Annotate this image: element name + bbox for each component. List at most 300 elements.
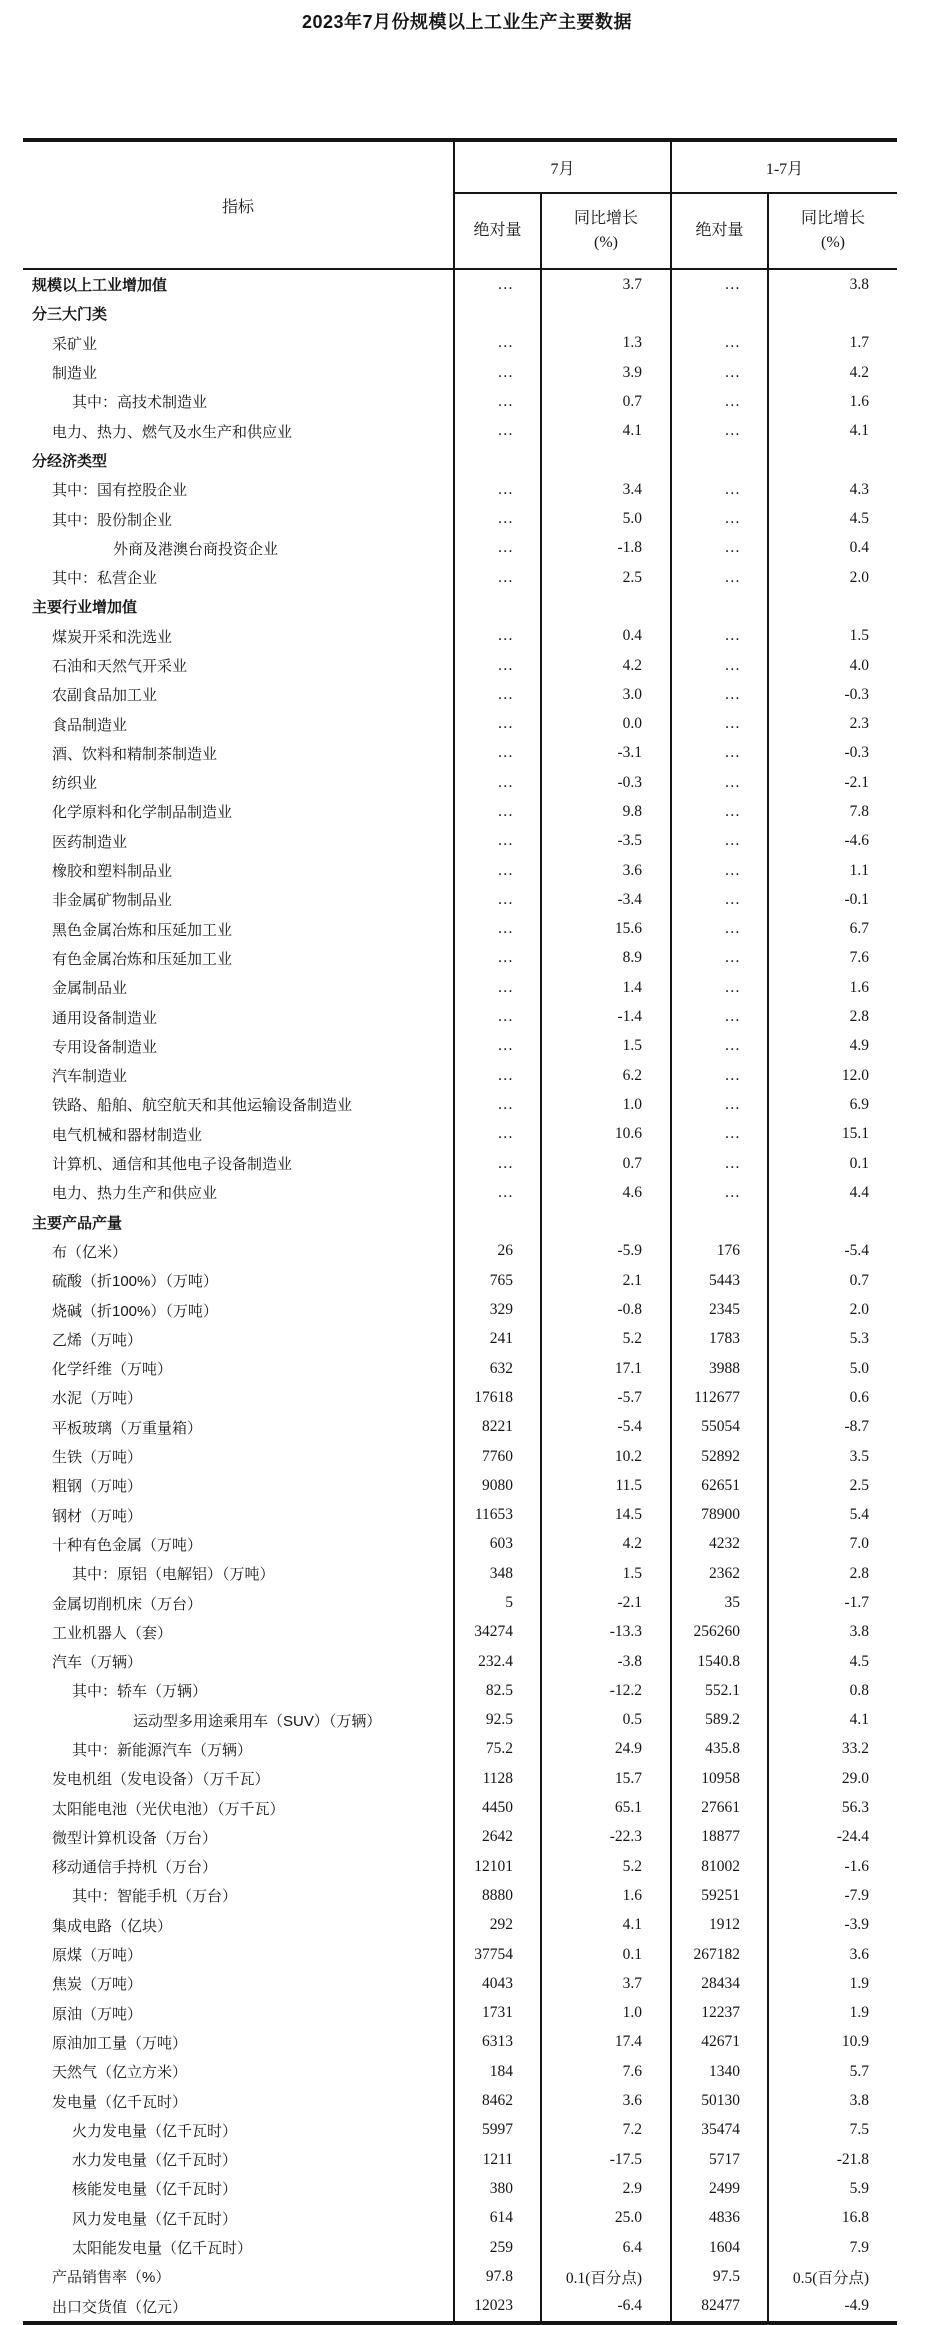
july-yoy-cell: 7.2 xyxy=(541,2116,671,2145)
janjul-yoy-cell: 3.8 xyxy=(768,1618,897,1647)
janjul-yoy-cell: 5.0 xyxy=(768,1354,897,1383)
indicator-label: 其中：智能手机（万台） xyxy=(72,1888,238,1906)
july-yoy-cell: 0.1 xyxy=(541,1940,671,1969)
july-yoy-cell: 0.7 xyxy=(541,1149,671,1178)
table-row xyxy=(23,2145,897,2174)
janjul-absolute-cell: 18877 xyxy=(671,1823,768,1852)
july-yoy-cell: -3.4 xyxy=(541,885,671,914)
july-yoy-cell: 1.4 xyxy=(541,973,671,1002)
indicator-label: 产品销售率（%） xyxy=(52,2269,171,2287)
janjul-yoy-cell: -5.4 xyxy=(768,1237,897,1266)
indicator-label: 规模以上工业增加值 xyxy=(32,277,168,295)
july-yoy-cell: 10.6 xyxy=(541,1120,671,1149)
industrial-production-table xyxy=(23,138,897,2325)
janjul-absolute-cell: … xyxy=(671,269,768,299)
july-absolute-cell xyxy=(454,1208,541,1237)
table-row xyxy=(23,1676,897,1705)
indicator-label: 其中：新能源汽车（万辆） xyxy=(72,1741,253,1759)
table-row xyxy=(23,358,897,387)
july-absolute-cell: … xyxy=(454,885,541,914)
july-absolute-cell: … xyxy=(454,797,541,826)
janjul-yoy-cell: 1.6 xyxy=(768,387,897,416)
table-row xyxy=(23,1471,897,1500)
indicator-label: 其中：原铝（电解铝）（万吨） xyxy=(72,1566,275,1584)
indicator-label: 外商及港澳台商投资企业 xyxy=(113,540,279,558)
janjul-yoy-cell: -1.7 xyxy=(768,1588,897,1617)
janjul-absolute-cell: 52892 xyxy=(671,1442,768,1471)
janjul-yoy-cell: 1.9 xyxy=(768,1969,897,1998)
table-row xyxy=(23,1002,897,1031)
indicator-label: 其中：股份制企业 xyxy=(52,511,173,529)
janjul-yoy-cell: 5.7 xyxy=(768,2057,897,2086)
janjul-yoy-cell: 12.0 xyxy=(768,1061,897,1090)
table-row xyxy=(23,2028,897,2057)
july-absolute-cell: … xyxy=(454,1120,541,1149)
table-row xyxy=(23,2204,897,2233)
header-yoy-line2: (%) xyxy=(594,234,618,251)
july-absolute-cell: … xyxy=(454,1032,541,1061)
table-row xyxy=(23,446,897,475)
july-absolute-cell: 348 xyxy=(454,1559,541,1588)
indicator-label: 原油加工量（万吨） xyxy=(52,2034,188,2052)
janjul-yoy-cell: 6.7 xyxy=(768,915,897,944)
header-yoy-line1: 同比增长 xyxy=(574,210,639,227)
july-yoy-cell: 4.6 xyxy=(541,1178,671,1207)
janjul-absolute-cell: … xyxy=(671,1090,768,1119)
table-row xyxy=(23,504,897,533)
july-yoy-cell: 6.4 xyxy=(541,2233,671,2262)
july-yoy-cell: 3.4 xyxy=(541,475,671,504)
indicator-label: 布（亿米） xyxy=(52,1243,128,1261)
indicator-label: 发电量（亿千瓦时） xyxy=(52,2093,188,2111)
table-row xyxy=(23,622,897,651)
indicator-label: 主要行业增加值 xyxy=(32,599,138,617)
july-yoy-cell: -5.7 xyxy=(541,1383,671,1412)
janjul-absolute-cell: … xyxy=(671,1032,768,1061)
janjul-yoy-cell: 2.8 xyxy=(768,1002,897,1031)
janjul-absolute-cell: … xyxy=(671,504,768,533)
indicator-label: 电力、热力、燃气及水生产和供应业 xyxy=(52,423,293,441)
table-row xyxy=(23,269,897,299)
table-row xyxy=(23,1090,897,1119)
janjul-yoy-cell: 1.9 xyxy=(768,1999,897,2028)
july-yoy-cell: 9.8 xyxy=(541,797,671,826)
july-absolute-cell: 259 xyxy=(454,2233,541,2262)
janjul-absolute-cell: … xyxy=(671,622,768,651)
indicator-label: 其中：轿车（万辆） xyxy=(72,1683,208,1701)
indicator-label: 汽车（万辆） xyxy=(52,1654,143,1672)
table-row xyxy=(23,2291,897,2322)
july-yoy-cell: 5.2 xyxy=(541,1852,671,1881)
indicator-label: 计算机、通信和其他电子设备制造业 xyxy=(52,1156,293,1174)
july-absolute-cell: 8880 xyxy=(454,1881,541,1910)
july-yoy-cell xyxy=(541,592,671,621)
janjul-absolute-cell: … xyxy=(671,1120,768,1149)
janjul-yoy-cell: 3.6 xyxy=(768,1940,897,1969)
july-absolute-cell: … xyxy=(454,563,541,592)
july-yoy-cell: 0.5 xyxy=(541,1706,671,1735)
july-yoy-cell: -17.5 xyxy=(541,2145,671,2174)
july-absolute-cell: 4043 xyxy=(454,1969,541,1998)
indicator-label: 采矿业 xyxy=(52,335,98,353)
janjul-absolute-cell: … xyxy=(671,534,768,563)
janjul-absolute-cell: 4232 xyxy=(671,1530,768,1559)
july-absolute-cell: … xyxy=(454,680,541,709)
janjul-yoy-cell: 29.0 xyxy=(768,1764,897,1793)
janjul-yoy-cell: 0.4 xyxy=(768,534,897,563)
indicator-label: 其中：高技术制造业 xyxy=(72,394,208,412)
july-yoy-cell: 3.7 xyxy=(541,269,671,299)
janjul-yoy-cell: -24.4 xyxy=(768,1823,897,1852)
table-row xyxy=(23,2086,897,2115)
indicator-label: 专用设备制造业 xyxy=(52,1038,158,1056)
header-july: 7月 xyxy=(454,140,671,193)
table-row xyxy=(23,1032,897,1061)
janjul-absolute-cell: … xyxy=(671,827,768,856)
indicator-label: 微型计算机设备（万台） xyxy=(52,1829,218,1847)
july-yoy-cell: 2.1 xyxy=(541,1266,671,1295)
janjul-absolute-cell: 176 xyxy=(671,1237,768,1266)
july-absolute-cell: 292 xyxy=(454,1911,541,1940)
july-yoy-cell: 2.5 xyxy=(541,563,671,592)
indicator-label: 发电机组（发电设备）（万千瓦） xyxy=(52,1771,270,1789)
indicator-label: 电气机械和器材制造业 xyxy=(52,1126,203,1144)
july-yoy-cell: 15.7 xyxy=(541,1764,671,1793)
table-row xyxy=(23,768,897,797)
janjul-yoy-cell: 7.0 xyxy=(768,1530,897,1559)
janjul-yoy-cell: 4.1 xyxy=(768,1706,897,1735)
table-row xyxy=(23,651,897,680)
table-row xyxy=(23,1237,897,1266)
july-yoy-cell: 4.1 xyxy=(541,1911,671,1940)
july-absolute-cell: … xyxy=(454,622,541,651)
indicator-label: 纺织业 xyxy=(52,775,98,793)
table-row xyxy=(23,1793,897,1822)
janjul-absolute-cell: 256260 xyxy=(671,1618,768,1647)
july-yoy-cell: -3.8 xyxy=(541,1647,671,1676)
indicator-label: 电力、热力生产和供应业 xyxy=(52,1185,218,1203)
indicator-label: 烧碱（折100%）（万吨） xyxy=(52,1302,218,1320)
table-row xyxy=(23,2057,897,2086)
july-absolute-cell: … xyxy=(454,739,541,768)
july-absolute-cell: … xyxy=(454,1090,541,1119)
july-yoy-cell: 3.0 xyxy=(541,680,671,709)
janjul-yoy-cell: 4.9 xyxy=(768,1032,897,1061)
indicator-label: 硫酸（折100%）（万吨） xyxy=(52,1273,218,1291)
july-yoy-cell: 1.5 xyxy=(541,1559,671,1588)
july-absolute-cell: … xyxy=(454,269,541,299)
indicator-label: 金属切削机床（万台） xyxy=(52,1595,203,1613)
july-yoy-cell: 65.1 xyxy=(541,1793,671,1822)
july-absolute-cell: 329 xyxy=(454,1295,541,1324)
july-absolute-cell: 17618 xyxy=(454,1383,541,1412)
july-yoy-cell: 3.7 xyxy=(541,1969,671,1998)
july-absolute-cell: 92.5 xyxy=(454,1706,541,1735)
july-yoy-cell: -0.3 xyxy=(541,768,671,797)
janjul-yoy-cell: 3.5 xyxy=(768,1442,897,1471)
july-absolute-cell xyxy=(454,299,541,328)
july-absolute-cell: 82.5 xyxy=(454,1676,541,1705)
table-row xyxy=(23,915,897,944)
july-yoy-cell: 3.6 xyxy=(541,856,671,885)
july-yoy-cell: 14.5 xyxy=(541,1500,671,1529)
janjul-yoy-cell: 2.5 xyxy=(768,1471,897,1500)
indicator-label: 其中：国有控股企业 xyxy=(52,482,188,500)
indicator-label: 酒、饮料和精制茶制造业 xyxy=(52,745,218,763)
july-yoy-cell: 1.0 xyxy=(541,1999,671,2028)
table-row xyxy=(23,1588,897,1617)
janjul-yoy-cell: 2.0 xyxy=(768,1295,897,1324)
july-yoy-cell: 17.4 xyxy=(541,2028,671,2057)
janjul-absolute-cell: … xyxy=(671,944,768,973)
july-absolute-cell: … xyxy=(454,475,541,504)
indicator-label: 太阳能电池（光伏电池）（万千瓦） xyxy=(52,1800,285,1818)
indicator-label: 其中：私营企业 xyxy=(52,570,158,588)
janjul-absolute-cell: 97.5 xyxy=(671,2262,768,2291)
janjul-absolute-cell: … xyxy=(671,915,768,944)
indicator-label: 橡胶和塑料制品业 xyxy=(52,863,173,881)
july-yoy-cell: 17.1 xyxy=(541,1354,671,1383)
july-absolute-cell: 6313 xyxy=(454,2028,541,2057)
janjul-absolute-cell: 12237 xyxy=(671,1999,768,2028)
indicator-label: 移动通信手持机（万台） xyxy=(52,1859,218,1877)
july-yoy-cell: -5.9 xyxy=(541,1237,671,1266)
indicator-label: 煤炭开采和洗选业 xyxy=(52,628,173,646)
july-absolute-cell: 12101 xyxy=(454,1852,541,1881)
july-yoy-cell: -5.4 xyxy=(541,1413,671,1442)
table-row xyxy=(23,944,897,973)
header-yoy-line2: (%) xyxy=(821,234,845,251)
indicator-label: 核能发电量（亿千瓦时） xyxy=(72,2181,238,2199)
indicator-label: 化学原料和化学制品制造业 xyxy=(52,804,233,822)
july-absolute-cell: 2642 xyxy=(454,1823,541,1852)
table-row xyxy=(23,1647,897,1676)
july-absolute-cell: 11653 xyxy=(454,1500,541,1529)
table-row xyxy=(23,1354,897,1383)
indicator-label: 农副食品加工业 xyxy=(52,687,158,705)
janjul-yoy-cell: 0.6 xyxy=(768,1383,897,1412)
indicator-label: 天然气（亿立方米） xyxy=(52,2064,188,2082)
janjul-absolute-cell: 589.2 xyxy=(671,1706,768,1735)
table-row xyxy=(23,1735,897,1764)
janjul-absolute-cell: 42671 xyxy=(671,2028,768,2057)
janjul-absolute-cell: … xyxy=(671,475,768,504)
july-yoy-cell: 3.9 xyxy=(541,358,671,387)
july-yoy-cell xyxy=(541,1208,671,1237)
janjul-absolute-cell: … xyxy=(671,358,768,387)
table-row xyxy=(23,1266,897,1295)
table-row xyxy=(23,1969,897,1998)
table-row xyxy=(23,1149,897,1178)
table-row xyxy=(23,973,897,1002)
janjul-absolute-cell: 2345 xyxy=(671,1295,768,1324)
july-absolute-cell: … xyxy=(454,504,541,533)
header-july-yoy xyxy=(541,193,671,269)
janjul-absolute-cell: 1783 xyxy=(671,1325,768,1354)
july-absolute-cell: … xyxy=(454,973,541,1002)
table-row xyxy=(23,1530,897,1559)
janjul-absolute-cell: … xyxy=(671,973,768,1002)
july-absolute-cell: … xyxy=(454,416,541,445)
table-row xyxy=(23,680,897,709)
table-row xyxy=(23,1618,897,1647)
july-yoy-cell: 5.0 xyxy=(541,504,671,533)
janjul-yoy-cell: 33.2 xyxy=(768,1735,897,1764)
table-row xyxy=(23,856,897,885)
janjul-absolute-cell: 81002 xyxy=(671,1852,768,1881)
indicator-label: 食品制造业 xyxy=(52,716,128,734)
janjul-absolute-cell xyxy=(671,592,768,621)
table-header xyxy=(23,140,897,269)
janjul-absolute-cell xyxy=(671,446,768,475)
janjul-absolute-cell: 28434 xyxy=(671,1969,768,1998)
indicator-label: 主要产品产量 xyxy=(32,1214,123,1232)
janjul-yoy-cell: 4.1 xyxy=(768,416,897,445)
july-yoy-cell: 4.1 xyxy=(541,416,671,445)
july-absolute-cell: 26 xyxy=(454,1237,541,1266)
janjul-yoy-cell xyxy=(768,1208,897,1237)
july-absolute-cell: 8221 xyxy=(454,1413,541,1442)
janjul-yoy-cell xyxy=(768,446,897,475)
table-row xyxy=(23,299,897,328)
table-row xyxy=(23,1911,897,1940)
janjul-yoy-cell: -7.9 xyxy=(768,1881,897,1910)
july-yoy-cell: -3.1 xyxy=(541,739,671,768)
janjul-yoy-cell: 7.9 xyxy=(768,2233,897,2262)
janjul-yoy-cell: 0.5(百分点) xyxy=(768,2262,897,2291)
janjul-yoy-cell: 7.8 xyxy=(768,797,897,826)
header-july-absolute: 绝对量 xyxy=(454,193,541,269)
page-title: 2023年7月份规模以上工业生产主要数据 xyxy=(301,12,633,32)
indicator-label: 有色金属冶炼和压延加工业 xyxy=(52,950,233,968)
table-row xyxy=(23,563,897,592)
indicator-label: 出口交货值（亿元） xyxy=(52,2298,188,2316)
table-row xyxy=(23,2233,897,2262)
table-row xyxy=(23,1295,897,1324)
janjul-absolute-cell: 5443 xyxy=(671,1266,768,1295)
july-absolute-cell: 37754 xyxy=(454,1940,541,1969)
july-yoy-cell: -3.5 xyxy=(541,827,671,856)
janjul-yoy-cell: -2.1 xyxy=(768,768,897,797)
janjul-yoy-cell: 56.3 xyxy=(768,1793,897,1822)
table-row xyxy=(23,1325,897,1354)
july-absolute-cell: 232.4 xyxy=(454,1647,541,1676)
janjul-absolute-cell: 50130 xyxy=(671,2086,768,2115)
indicator-label: 集成电路（亿块） xyxy=(52,1917,173,1935)
indicator-label: 原煤（万吨） xyxy=(52,1947,143,1965)
july-absolute-cell: … xyxy=(454,1149,541,1178)
july-yoy-cell: 0.0 xyxy=(541,709,671,738)
janjul-absolute-cell: 59251 xyxy=(671,1881,768,1910)
janjul-absolute-cell: … xyxy=(671,651,768,680)
july-absolute-cell: 241 xyxy=(454,1325,541,1354)
janjul-yoy-cell: 10.9 xyxy=(768,2028,897,2057)
july-yoy-cell: -6.4 xyxy=(541,2291,671,2322)
janjul-yoy-cell: -1.6 xyxy=(768,1852,897,1881)
janjul-absolute-cell: … xyxy=(671,1061,768,1090)
janjul-yoy-cell: 4.5 xyxy=(768,504,897,533)
indicator-label: 制造业 xyxy=(52,365,98,383)
indicator-label: 水泥（万吨） xyxy=(52,1390,143,1408)
july-absolute-cell: 1211 xyxy=(454,2145,541,2174)
janjul-absolute-cell: 267182 xyxy=(671,1940,768,1969)
table-row xyxy=(23,592,897,621)
table-row xyxy=(23,797,897,826)
july-yoy-cell: 3.6 xyxy=(541,2086,671,2115)
indicator-label: 金属制品业 xyxy=(52,980,128,998)
indicator-label: 太阳能发电量（亿千瓦时） xyxy=(72,2240,253,2258)
july-absolute-cell: 5 xyxy=(454,1588,541,1617)
indicator-label: 汽车制造业 xyxy=(52,1068,128,1086)
indicator-label: 化学纤维（万吨） xyxy=(52,1361,173,1379)
july-yoy-cell: 8.9 xyxy=(541,944,671,973)
july-absolute-cell: … xyxy=(454,651,541,680)
janjul-absolute-cell: … xyxy=(671,387,768,416)
janjul-absolute-cell: 435.8 xyxy=(671,1735,768,1764)
janjul-absolute-cell: … xyxy=(671,768,768,797)
janjul-yoy-cell: 5.4 xyxy=(768,1500,897,1529)
janjul-yoy-cell: -21.8 xyxy=(768,2145,897,2174)
july-yoy-cell xyxy=(541,446,671,475)
july-absolute-cell: 97.8 xyxy=(454,2262,541,2291)
indicator-label: 风力发电量（亿千瓦时） xyxy=(72,2210,238,2228)
janjul-absolute-cell: … xyxy=(671,885,768,914)
janjul-yoy-cell: 4.2 xyxy=(768,358,897,387)
july-yoy-cell: -1.8 xyxy=(541,534,671,563)
janjul-yoy-cell: 2.3 xyxy=(768,709,897,738)
july-absolute-cell: 614 xyxy=(454,2204,541,2233)
janjul-yoy-cell: 15.1 xyxy=(768,1120,897,1149)
july-yoy-cell: -22.3 xyxy=(541,1823,671,1852)
table-row xyxy=(23,2116,897,2145)
indicator-label: 平板玻璃（万重量箱） xyxy=(52,1419,203,1437)
table-row xyxy=(23,1764,897,1793)
indicator-label: 分经济类型 xyxy=(32,452,108,470)
july-yoy-cell: 2.9 xyxy=(541,2174,671,2203)
july-yoy-cell: 6.2 xyxy=(541,1061,671,1090)
july-absolute-cell: 34274 xyxy=(454,1618,541,1647)
janjul-yoy-cell: -3.9 xyxy=(768,1911,897,1940)
july-absolute-cell: 184 xyxy=(454,2057,541,2086)
table-row xyxy=(23,885,897,914)
indicator-label: 原油（万吨） xyxy=(52,2005,143,2023)
janjul-absolute-cell: 4836 xyxy=(671,2204,768,2233)
janjul-yoy-cell: -0.3 xyxy=(768,739,897,768)
header-yoy-line1: 同比增长 xyxy=(801,210,866,227)
july-absolute-cell: … xyxy=(454,534,541,563)
janjul-yoy-cell: 7.5 xyxy=(768,2116,897,2145)
july-absolute-cell: … xyxy=(454,1178,541,1207)
table-row xyxy=(23,1500,897,1529)
janjul-absolute-cell: 62651 xyxy=(671,1471,768,1500)
july-absolute-cell: 9080 xyxy=(454,1471,541,1500)
july-absolute-cell: … xyxy=(454,358,541,387)
janjul-yoy-cell: 7.6 xyxy=(768,944,897,973)
july-absolute-cell: 1731 xyxy=(454,1999,541,2028)
header-janjul-absolute: 绝对量 xyxy=(671,193,768,269)
table-row xyxy=(23,387,897,416)
indicator-label: 生铁（万吨） xyxy=(52,1449,143,1467)
july-absolute-cell: 1128 xyxy=(454,1764,541,1793)
table-body xyxy=(23,269,897,2323)
table-row xyxy=(23,329,897,358)
july-absolute-cell: … xyxy=(454,1002,541,1031)
janjul-absolute-cell: 112677 xyxy=(671,1383,768,1412)
july-absolute-cell: … xyxy=(454,827,541,856)
july-yoy-cell: -12.2 xyxy=(541,1676,671,1705)
july-absolute-cell: 8462 xyxy=(454,2086,541,2115)
table-row xyxy=(23,1706,897,1735)
